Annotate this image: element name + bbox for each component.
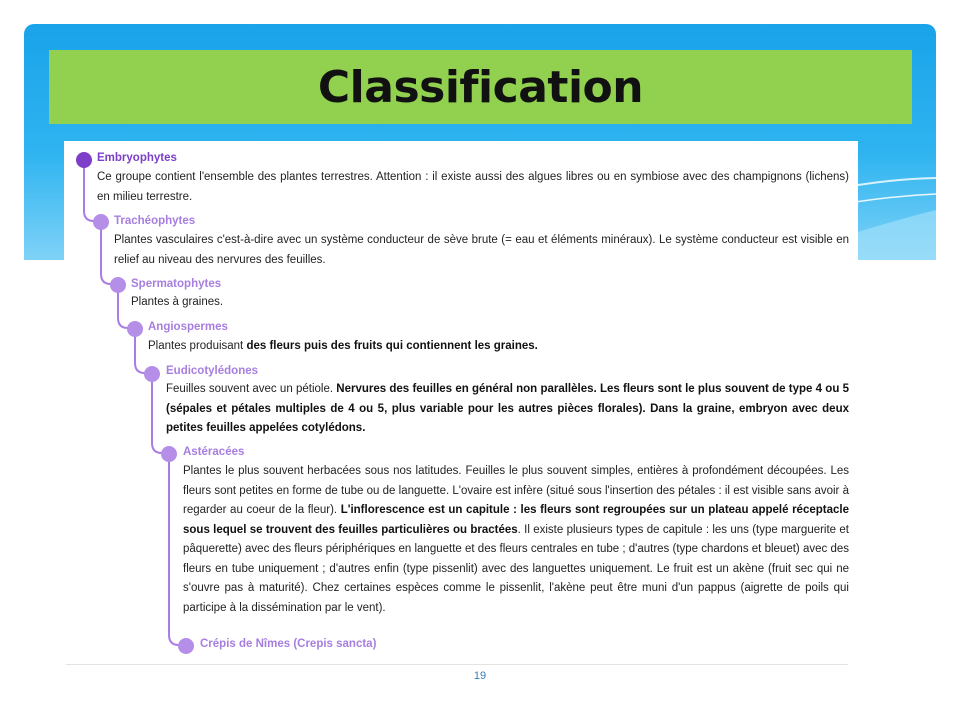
taxon-desc-asteracees-bold: L'inflorescence est un capitule : les fleurs sont regroupées sur un plateau appelé réceptacle sous lequel se trouvent des feuilles particulières ou bractées: [183, 504, 849, 536]
node-dot-eudicotyledones: [144, 366, 160, 382]
footer-divider: [66, 664, 848, 665]
taxon-desc-eudicotyledones-bold: Nervures des feuilles en général non parallèles. Les fleurs sont le plus souvent de type 4 ou 5 (sépales et pétales multiples de 4 ou 5, plus variable pour les autres pièces florales). Dans la graine, embryon avec deux petites feuilles appelées cotylédons.: [166, 383, 849, 434]
taxon-desc-spermatophytes: Plantes à graines.: [131, 296, 224, 308]
node-dot-tracheophytes: [93, 214, 109, 230]
taxon-name-crepis: Crépis de Nîmes (Crepis sancta): [200, 638, 377, 650]
taxon-desc-eudicotyledones: [166, 380, 849, 439]
taxon-desc-eudicotyledones-plain: Feuilles souvent avec un pétiole.: [166, 383, 337, 395]
taxon-desc-embryophytes: Ce groupe contient l'ensemble des plantes terrestres. Attention : il existe aussi des algues libres ou en symbiose avec des champignons (lichens) en milieu terrestre.: [97, 171, 849, 203]
taxon-desc-asteracees: [183, 462, 849, 618]
taxon-desc-angiospermes-bold: des fleurs puis des fruits qui contiennent les graines.: [246, 340, 538, 352]
taxon-desc-tracheophytes: Plantes vasculaires c'est-à-dire avec un système conducteur de sève brute (= eau et éléments minéraux). Le système conducteur est visible en relief au niveau des nervures des feuilles.: [114, 234, 849, 266]
taxon-name-asteracees: Astéracées: [183, 446, 245, 458]
taxon-name-angiospermes: Angiospermes: [148, 321, 228, 333]
node-dot-angiospermes: [127, 321, 143, 337]
slide-title: Classification: [317, 61, 644, 113]
taxon-name-tracheophytes: Trachéophytes: [114, 215, 196, 227]
taxon-desc-angiospermes-plain: Plantes produisant: [148, 340, 247, 352]
taxon-name-embryophytes: Embryophytes: [97, 152, 177, 164]
taxon-desc-angiospermes: [148, 337, 849, 357]
title-bar: [49, 50, 912, 124]
node-dot-crepis: [178, 638, 194, 654]
taxon-name-spermatophytes: Spermatophytes: [131, 278, 222, 290]
taxonomy-tree: [64, 141, 858, 661]
taxon-name-eudicotyledones: Eudicotylédones: [166, 365, 259, 377]
taxon-desc-asteracees-plain-2: . Il existe plusieurs types de capitule : les uns (type marguerite et pâquerette) avec des fleurs périphériques en languette et des fleurs centrales en tube ; d'autres (type chardons et bleuet) avec des fleurs en tube uniquement ; d'autres enfin (type pissenlit) avec des languettes uniquement. Le fruit est un akène (fruit sec qui ne s'ouvre pas à maturité). Chez certaines espèces comme le pissenlit, l'akène peut être muni d'un pappus (aigrette de poils qui participe à la dissémination par le vent).: [183, 523, 849, 614]
classification-panel: [64, 141, 858, 661]
taxon-desc-asteracees-plain-1: Plantes le plus souvent herbacées sous nos latitudes. Feuilles le plus souvent simples, entières à profondément découpées. Les fleurs sont petites en forme de tube ou de languette. L'ovaire est infère (situé sous l'insertion des pétales : il est visible sans avoir à regarder au coeur de la fleur).: [183, 465, 849, 516]
node-dot-asteracees: [161, 446, 177, 462]
node-dot-embryophytes: [76, 152, 92, 168]
node-dot-spermatophytes: [110, 277, 126, 293]
page-number: 19: [473, 670, 487, 682]
